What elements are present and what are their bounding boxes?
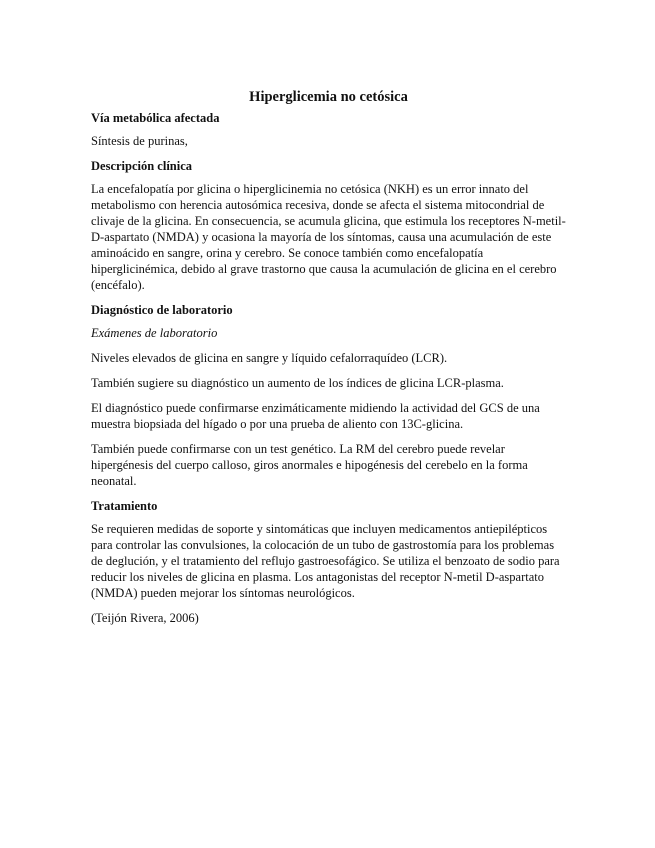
section-heading-diagnostico: Diagnóstico de laboratorio (91, 303, 233, 317)
document-title: Hiperglicemia no cetósica (249, 89, 408, 105)
section-heading-via: Vía metabólica afectada (91, 111, 220, 125)
section-heading-tratamiento: Tratamiento (91, 499, 158, 513)
descripcion-text: La encefalopatía por glicina o hiperglicinemia no cetósica (NKH) es un error innato del metabolismo con herencia autosómica recesiva, donde se afecta el sistema mitocondrial de clivaje de la glicina. En consecuencia, se acumula glicina, que estimula los receptores N-metil-D-aspartato (NMDA) y ocasiona la mayoría de los síntomas, causa una acumulación de este aminoácido en sangre, orina y cerebro. Se conoce también como encefalopatía hiperglicinémica, debido al grave trastorno que causa la acumulación de glicina en el cerebro (encéfalo). (91, 182, 566, 292)
diagnostico-paragraph-1: Niveles elevados de glicina en sangre y líquido cefalorraquídeo (LCR). (91, 351, 448, 365)
diagnostico-subheading: Exámenes de laboratorio (91, 326, 218, 340)
section-heading-descripcion: Descripción clínica (91, 159, 193, 173)
diagnostico-paragraph-2: También sugiere su diagnóstico un aumento de los índices de glicina LCR-plasma. (91, 376, 504, 390)
via-text: Síntesis de purinas, (91, 134, 188, 148)
document-page (91, 88, 566, 635)
tratamiento-text: Se requieren medidas de soporte y sintomáticas que incluyen medicamentos antiepilépticos para controlar las convulsiones, la colocación de un tubo de gastrostomía para los problemas de deglución, y el tratamiento del reflujo gastroesofágico. Se utiliza el benzoato de sodio para reducir los niveles de glicina en plasma. Los antagonistas del receptor N-metil D-aspartato (NMDA) pueden mejorar los síntomas neurológicos. (91, 522, 560, 600)
citation: (Teijón Rivera, 2006) (91, 611, 199, 625)
diagnostico-paragraph-4: También puede confirmarse con un test genético. La RM del cerebro puede revelar hipergénesis del cuerpo calloso, giros anormales e hipogénesis del cerebelo en la forma neonatal. (91, 442, 528, 488)
diagnostico-paragraph-3: El diagnóstico puede confirmarse enzimáticamente midiendo la actividad del GCS de una muestra biopsiada del hígado o por una prueba de aliento con 13C-glicina. (91, 401, 540, 431)
